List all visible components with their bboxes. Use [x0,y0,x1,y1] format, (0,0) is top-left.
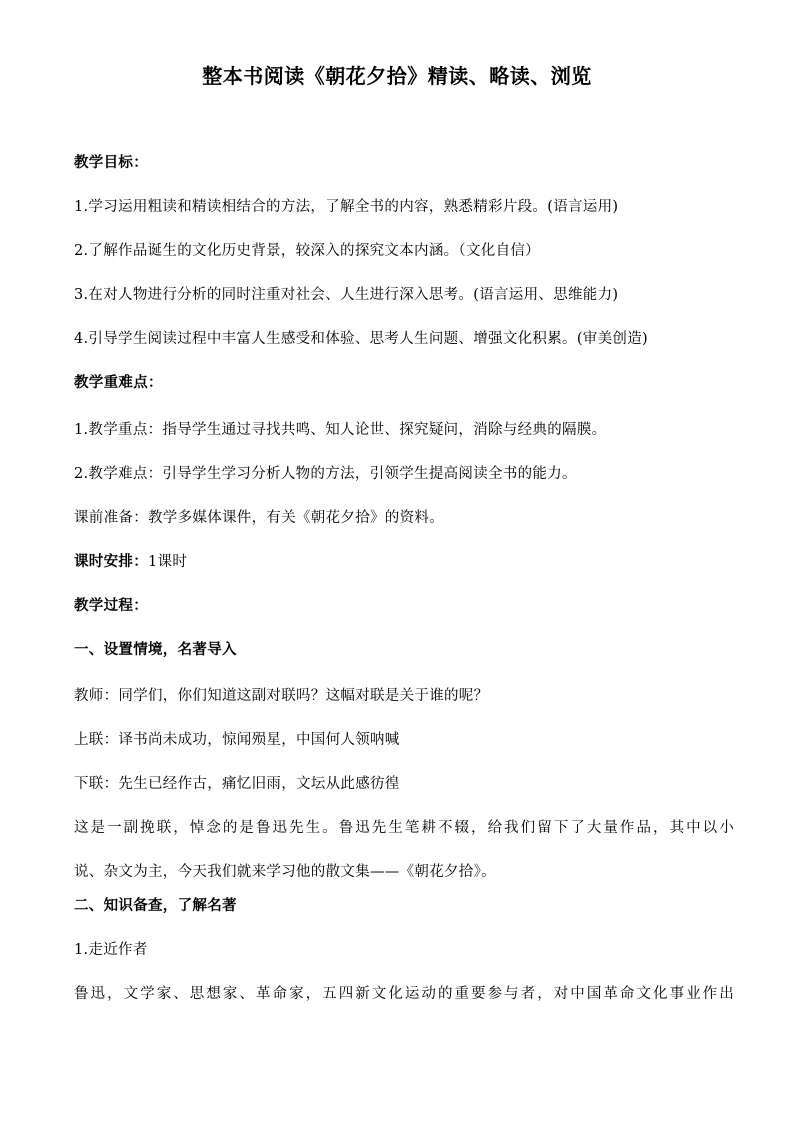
goal-item-1: 1.学习运用粗读和精读相结合的方法，了解全书的内容，熟悉精彩片段。(语言运用) [74,199,619,215]
section1-heading: 一、设置情境，名著导入 [74,642,237,658]
section2-heading: 二、知识备查，了解名著 [74,898,237,914]
section1-paragraph [74,817,734,883]
section1-line-1: 教师：同学们，你们知道这副对联吗？这幅对联是关于谁的呢？ [74,688,489,704]
goal-item-4: 4.引导学生阅读过程中丰富人生感受和体验、思考人生问题、增强文化积累。(审美创造) [74,331,648,347]
goal-item-2: 2.了解作品诞生的文化历史背景，较深入的探究文本内涵。（文化自信） [74,243,540,259]
section1-line-2: 上联：译书尚未成功，惊闻殒星，中国何人领呐喊 [74,732,400,748]
section2-subheading: 1.走近作者 [74,942,148,958]
section1-paragraph-line-1: 这是一副挽联，悼念的是鲁迅先生。鲁迅先生笔耕不辍，给我们留下了大量作品，其中以小 [74,820,734,836]
section1-paragraph-line-2: 说、杂文为主，今天我们就来学习他的散文集——《朝花夕拾》。 [74,864,496,880]
preparation-line: 课前准备：教学多媒体课件，有关《朝花夕拾》的资料。 [74,510,444,526]
schedule-line [74,551,734,573]
section2-paragraph-line-1: 鲁迅，文学家、思想家、革命家，五四新文化运动的重要参与者，对中国革命文化事业作出 [74,986,734,1002]
goal-item-3: 3.在对人物进行分析的同时注重对社会、人生进行深入思考。(语言运用、思维能力) [74,287,619,303]
schedule-label: 课时安排： [74,554,148,570]
schedule-value: 1课时 [148,554,188,570]
keypoint-item-1: 1.教学重点：指导学生通过寻找共鸣、知人论世、探究疑问，消除与经典的隔膜。 [74,422,607,438]
goals-heading: 教学目标： [74,155,148,171]
keypoints-heading: 教学重难点： [74,375,163,391]
document-title: 整本书阅读《朝花夕拾》精读、略读、浏览 [202,64,592,88]
section2-paragraph [74,983,734,1005]
keypoint-item-2: 2.教学难点：引导学生学习分析人物的方法，引领学生提高阅读全书的能力。 [74,466,577,482]
process-heading: 教学过程： [74,598,148,614]
section1-line-3: 下联：先生已经作古，痛忆旧雨，文坛从此感彷徨 [74,776,400,792]
